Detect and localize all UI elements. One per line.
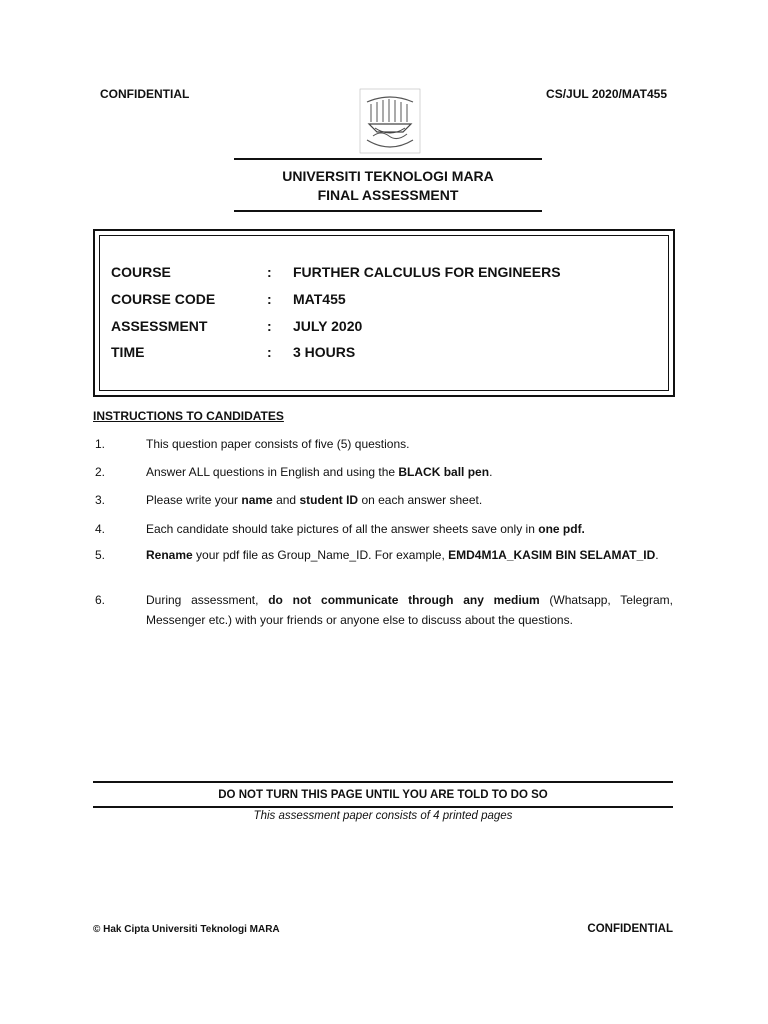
instruction-text-run: .	[655, 548, 659, 562]
instruction-bold-text: name	[241, 493, 273, 507]
instruction-number: 6.	[95, 593, 106, 607]
instruction-item	[93, 435, 673, 453]
instructions-heading: INSTRUCTIONS TO CANDIDATES	[93, 409, 284, 423]
header-confidential: CONFIDENTIAL	[100, 87, 190, 101]
assessment-value: JULY 2020	[293, 318, 363, 334]
instruction-text	[146, 520, 673, 538]
instruction-text-run: .	[489, 465, 493, 479]
course-info-inner-border	[99, 235, 669, 391]
instruction-bold-text: EMD4M1A_KASIM BIN SELAMAT_ID	[448, 548, 656, 562]
instruction-bold-text: BLACK ball pen	[398, 465, 490, 479]
title-rule-bottom	[234, 210, 542, 212]
printed-pages-note: This assessment paper consists of 4 printed pages	[253, 810, 513, 822]
course-code-value: MAT455	[293, 291, 346, 307]
instruction-text	[146, 590, 673, 630]
instruction-number: 3.	[95, 493, 106, 507]
instruction-text	[146, 491, 673, 509]
instruction-number: 4.	[95, 522, 106, 536]
time-colon: :	[267, 344, 272, 360]
instruction-text-run: Answer ALL questions in English and using the	[146, 465, 399, 479]
header-paper-code: CS/JUL 2020/MAT455	[546, 87, 667, 101]
instruction-text	[146, 463, 673, 481]
instruction-text-run: Each candidate should take pictures of all the answer sheets save only in	[146, 522, 539, 536]
instruction-text-run: your pdf file as Group_Name_ID. For example,	[192, 548, 449, 562]
do-not-turn-notice: DO NOT TURN THIS PAGE UNTIL YOU ARE TOLD TO DO SO	[218, 789, 548, 801]
assessment-colon: :	[267, 318, 272, 334]
instruction-text-run: and	[272, 493, 300, 507]
instruction-bold-text: Rename	[146, 548, 193, 562]
instruction-text-run: (Whatsapp, Telegram, Messenger etc.) with your friends or anyone else to discuss about the questions.	[146, 593, 673, 627]
time-value: 3 HOURS	[293, 344, 356, 360]
university-name: UNIVERSITI TEKNOLOGI MARA	[282, 168, 494, 184]
instruction-item	[93, 491, 673, 509]
course-code-label: COURSE CODE	[111, 291, 216, 307]
assessment-label: ASSESSMENT	[111, 318, 208, 334]
course-label: COURSE	[111, 264, 171, 280]
instruction-bold-text: student ID	[299, 493, 359, 507]
notice-rule-bottom	[93, 806, 673, 808]
instruction-item	[93, 463, 673, 481]
instruction-item	[93, 520, 673, 538]
instruction-item	[93, 547, 673, 563]
instruction-bold-text: do not communicate through any medium	[268, 593, 540, 607]
instruction-item	[93, 590, 673, 630]
instruction-bold-text: one pdf.	[538, 522, 585, 536]
title-rule-top	[234, 158, 542, 160]
time-label: TIME	[111, 344, 145, 360]
instruction-text-run: on each answer sheet.	[358, 493, 483, 507]
course-code-colon: :	[267, 291, 272, 307]
uitm-crest-icon	[359, 88, 421, 154]
instruction-text-run: During assessment,	[146, 593, 269, 607]
instruction-text	[146, 547, 673, 563]
instruction-text-run: Please write your	[146, 493, 242, 507]
instruction-number: 5.	[95, 548, 106, 562]
instruction-number: 1.	[95, 437, 106, 451]
footer-copyright: © Hak Cipta Universiti Teknologi MARA	[93, 924, 280, 935]
course-value: FURTHER CALCULUS FOR ENGINEERS	[293, 264, 561, 280]
instruction-text-run: This question paper consists of five (5) questions.	[146, 437, 410, 451]
assessment-title: FINAL ASSESSMENT	[317, 187, 459, 203]
course-colon: :	[267, 264, 272, 280]
instruction-text	[146, 435, 673, 453]
course-info-box	[93, 229, 675, 397]
footer-confidential: CONFIDENTIAL	[587, 923, 673, 935]
notice-rule-top	[93, 781, 673, 783]
instruction-number: 2.	[95, 465, 106, 479]
